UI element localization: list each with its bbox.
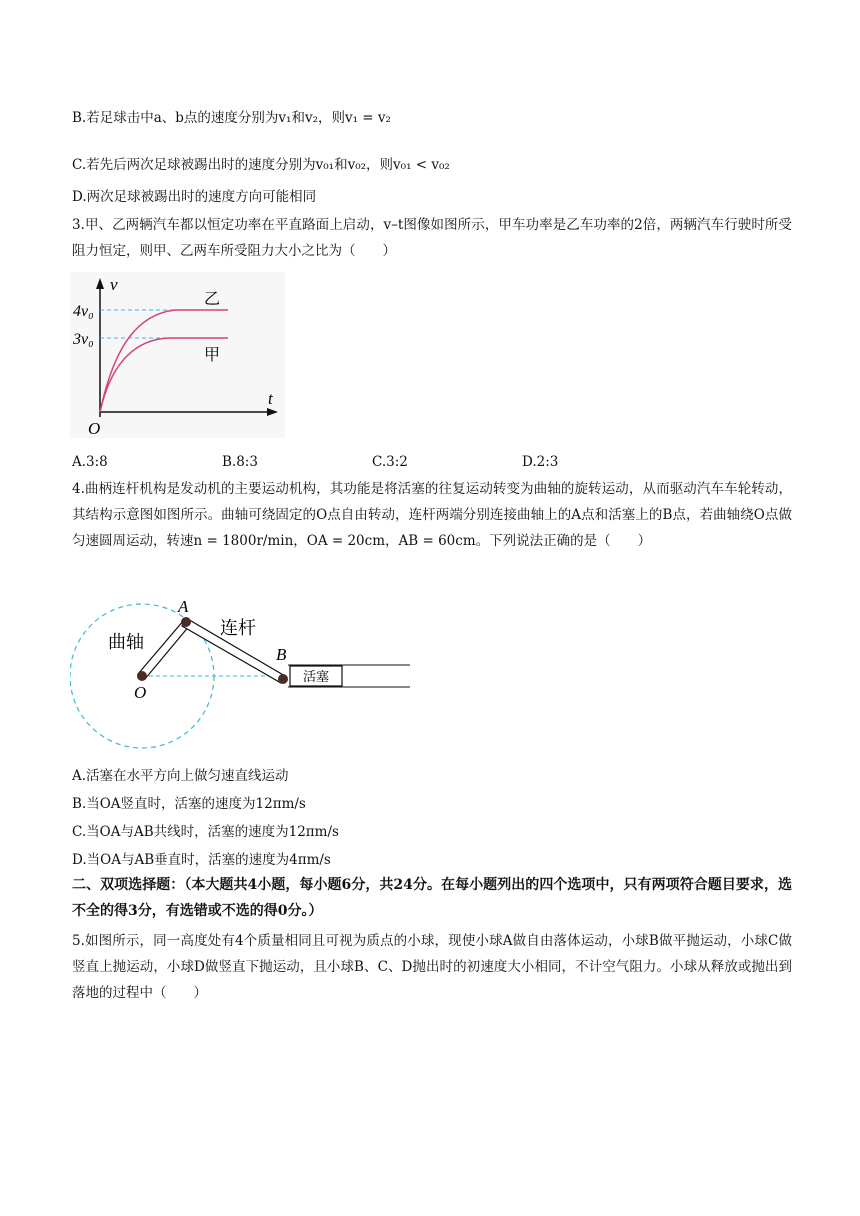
level-3v0-label: 3v₀ bbox=[73, 331, 94, 348]
crank-mechanism-figure bbox=[70, 592, 415, 758]
curve-jia-label: 甲 bbox=[204, 347, 221, 364]
q4-option-a: A.活塞在水平方向上做匀速直线运动 bbox=[72, 768, 289, 784]
point-a-label: A bbox=[178, 597, 189, 616]
section-2-heading: 二、双项选择题：（本大题共4小题，每小题6分，共24分。在每小题列出的四个选项中，只有两项符合题目要求，选不全的得3分，有选错或不选的得0分。） bbox=[72, 877, 792, 919]
curve-yi-label: 乙 bbox=[204, 291, 221, 308]
crank-label: 曲轴 bbox=[108, 632, 144, 652]
point-o-label: O bbox=[134, 683, 147, 702]
q3-option-c: C.3:2 bbox=[372, 454, 408, 470]
q4-option-b: B.当OA竖直时，活塞的速度为12πm/s bbox=[72, 796, 306, 812]
piston-label: 活塞 bbox=[302, 669, 330, 684]
q2-option-d: D.两次足球被踢出时的速度方向可能相同 bbox=[72, 189, 317, 205]
q3-option-d: D.2:3 bbox=[522, 454, 559, 470]
q4-stem: 4.曲柄连杆机构是发动机的主要运动机构，其功能是将活塞的往复运动转变为曲轴的旋转运动，从而驱动汽车车轮转动，其结构示意图如图所示。曲轴可绕固定的O点自由转动，连杆两端分别连接曲轴上的A点和活塞上的B点，若曲轴绕O点做匀速圆周运动，转速n = 1800r/min，OA = 20cm，AB = 60cm。下列说法正确的是（ ） bbox=[72, 481, 792, 549]
q3-stem: 3.甲、乙两辆汽车都以恒定功率在平直路面上启动，v–t图像如图所示，甲车功率是乙车功率的2倍，两辆汽车行驶时所受阻力恒定，则甲、乙两车所受阻力大小之比为（ ） bbox=[72, 217, 792, 259]
rod-label: 连杆 bbox=[220, 618, 256, 638]
vt-graph-figure bbox=[70, 272, 285, 438]
joint-a bbox=[181, 617, 191, 627]
point-b-label: B bbox=[276, 645, 287, 664]
level-4v0-label: 4v₀ bbox=[73, 303, 94, 320]
figure-background bbox=[70, 272, 285, 438]
q2-option-b: B.若足球击中a、b点的速度分别为v₁和v₂，则v₁ = v₂ bbox=[72, 110, 391, 126]
q3-option-a: A.3:8 bbox=[72, 454, 108, 470]
q2-option-c: C.若先后两次足球被踢出时的速度分别为v₀₁和v₀₂，则v₀₁ < v₀₂ bbox=[72, 157, 450, 173]
crank-arm-oa bbox=[138, 620, 190, 679]
q3-option-b: B.8:3 bbox=[222, 454, 258, 470]
q4-option-d: D.当OA与AB垂直时，活塞的速度为4πm/s bbox=[72, 852, 331, 868]
origin-label: O bbox=[88, 419, 101, 438]
q4-option-c: C.当OA与AB共线时，活塞的速度为12πm/s bbox=[72, 824, 339, 840]
q5-stem: 5.如图所示，同一高度处有4个质量相同且可视为质点的小球，现使小球A做自由落体运动，小球B做平抛运动，小球C做竖直上抛运动，小球D做竖直下抛运动，且小球B、C、D抛出时的初速度大小相同，不计空气阻力。小球从释放或抛出到落地的过程中（ ） bbox=[72, 933, 792, 1001]
joint-o bbox=[137, 671, 147, 681]
v-axis-label: v bbox=[110, 275, 118, 294]
t-axis-label: t bbox=[268, 389, 273, 408]
joint-b bbox=[278, 674, 288, 684]
